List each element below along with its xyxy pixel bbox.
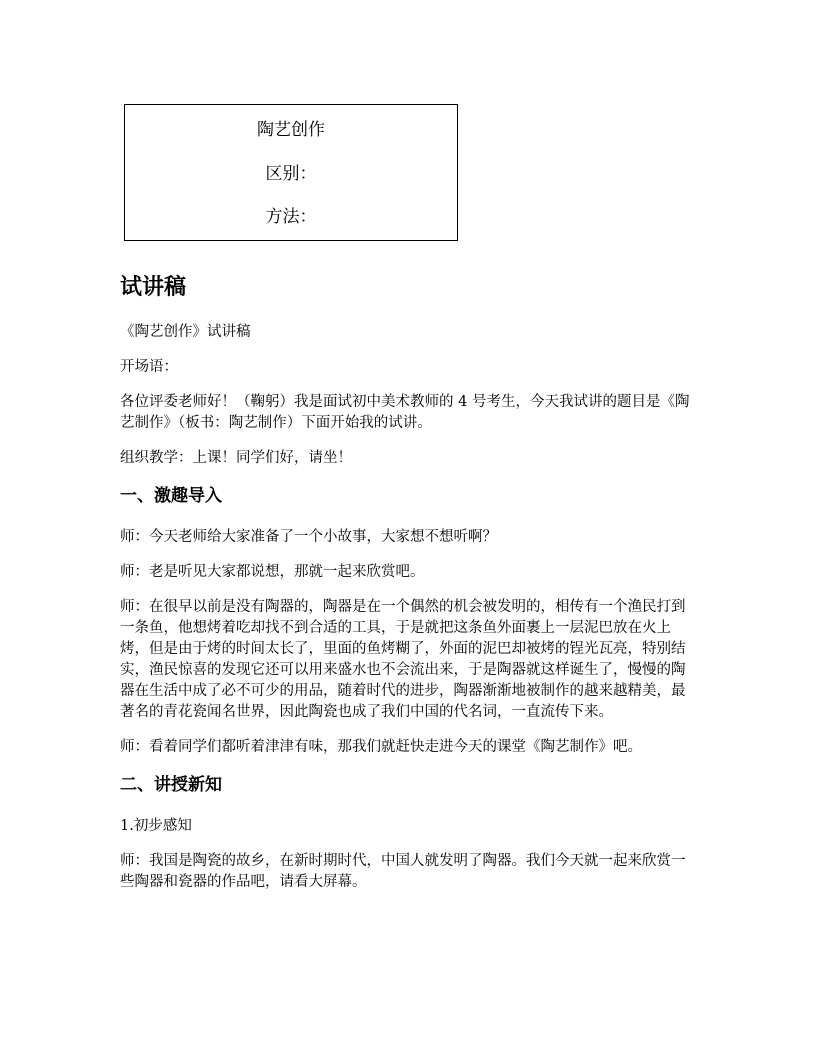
board-method: 方法：	[265, 207, 317, 227]
page-title: 试讲稿	[120, 275, 187, 300]
greeting-paragraph: 各位评委老师好！（鞠躬）我是面试初中美术教师的 4 号考生，今天我试讲的题目是《陶艺制作》（板书：陶艺制作）下面开始我的试讲。	[120, 394, 690, 431]
board-difference: 区别：	[265, 164, 317, 184]
doc-subtitle: 《陶艺创作》试讲稿	[120, 324, 251, 340]
blackboard-box	[124, 104, 458, 241]
intro-paragraph-1: 师：今天老师给大家准备了一个小故事，大家想不想听啊？	[120, 529, 497, 545]
teaching-paragraph-1: 师：我国是陶瓷的故乡，在新时期时代，中国人就发明了陶器。我们今天就一起来欣赏一些陶器和瓷器的作品吧，请看大屏幕。	[120, 853, 686, 890]
board-topic: 陶艺创作	[257, 120, 325, 140]
section-heading-intro: 一、激趣导入	[120, 486, 222, 506]
section-heading-teaching: 二、讲授新知	[120, 775, 222, 795]
intro-paragraph-3: 师：在很早以前是没有陶器的，陶器是在一个偶然的机会被发明的，相传有一个渔民打到一条鱼，他想烤着吃却找不到合适的工具，于是就把这条鱼外面裹上一层泥巴放在火上烤，但是由于烤的时间太长了，里面的鱼烤糊了，外面的泥巴却被烤的锃光瓦亮，特别结实，渔民惊喜的发现它还可以用来盛水也不会流出来，于是陶器就这样诞生了，慢慢的陶器在生活中成了必不可少的用品，随着时代的进步，陶器渐渐地被制作的越来越精美，最著名的青花瓷闻名世界，因此陶瓷也成了我们中国的代名词，一直流传下来。	[120, 599, 686, 720]
document-body	[120, 270, 698, 907]
opening-label: 开场语：	[120, 359, 178, 375]
intro-paragraph-2: 师：老是听见大家都说想，那就一起来欣赏吧。	[120, 564, 425, 580]
teaching-subheading: 1.初步感知	[120, 818, 192, 834]
organize-paragraph: 组织教学：上课！同学们好，请坐！	[120, 450, 352, 466]
intro-paragraph-4: 师：看着同学们都听着津津有味，那我们就赶快走进今天的课堂《陶艺制作》吧。	[120, 739, 642, 755]
